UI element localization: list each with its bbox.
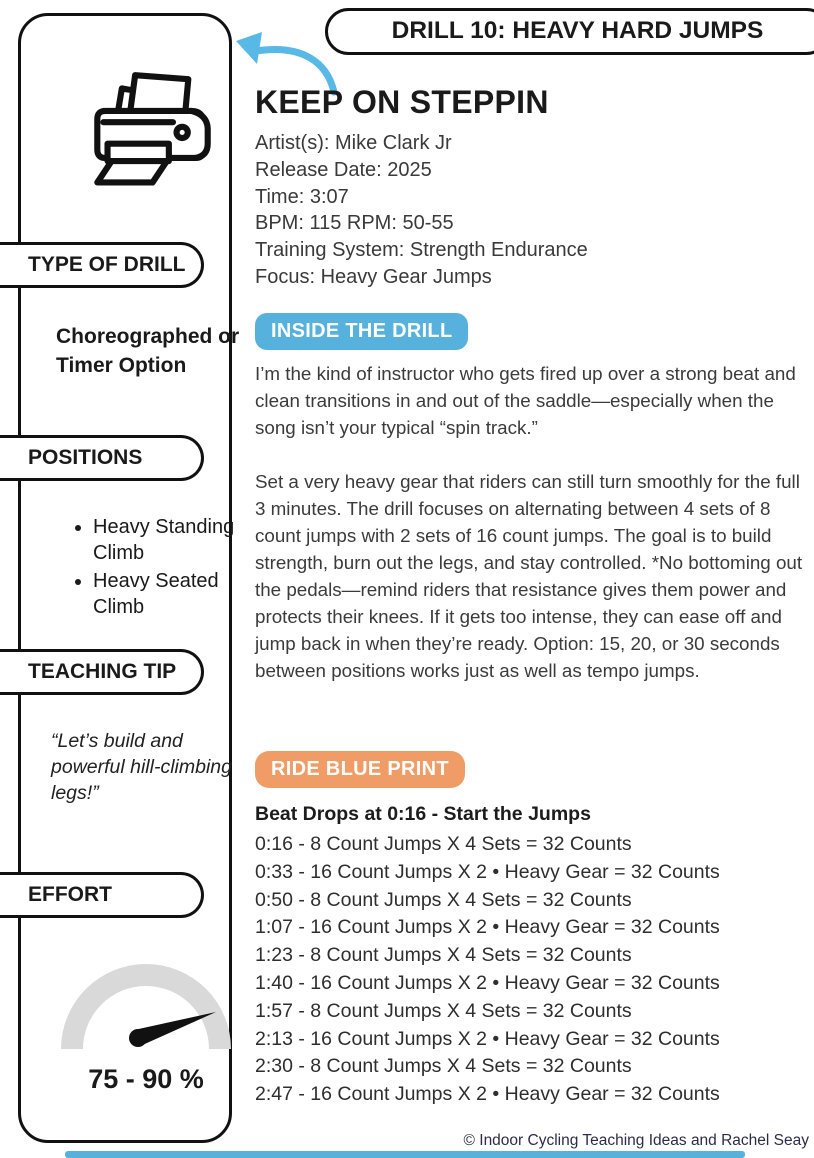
song-system: Training System: Strength Endurance	[255, 239, 588, 262]
song-release: Release Date: 2025	[255, 158, 432, 181]
ride-blueprint-badge: RIDE BLUE PRINT	[255, 751, 465, 788]
copyright-text: © Indoor Cycling Teaching Ideas and Rachel Seay	[463, 1132, 809, 1149]
blueprint-heading: Beat Drops at 0:16 - Start the Jumps	[255, 803, 591, 825]
song-focus: Focus: Heavy Gear Jumps	[255, 265, 492, 288]
blueprint-line: 1:40 - 16 Count Jumps X 2 • Heavy Gear = 32 Counts	[255, 971, 720, 994]
drill-title-banner: DRILL 10: HEAVY HARD JUMPS	[325, 8, 814, 55]
blueprint-line: 1:23 - 8 Count Jumps X 4 Sets = 32 Counts	[255, 944, 632, 967]
inside-the-drill-badge: INSIDE THE DRILL	[255, 313, 468, 350]
blueprint-line: 2:47 - 16 Count Jumps X 2 • Heavy Gear = 32 Counts	[255, 1083, 720, 1106]
position-item: • Heavy Seated Climb	[93, 568, 261, 620]
blueprint-line: 0:50 - 8 Count Jumps X 4 Sets = 32 Counts	[255, 888, 632, 911]
blueprint-schedule	[255, 831, 720, 1109]
drill-info-sidebar	[18, 13, 240, 1143]
section-label-teaching-tip: TEACHING TIP	[0, 649, 204, 695]
type-of-drill-text: Choreographed or Timer Option	[56, 325, 240, 377]
positions-list	[69, 514, 261, 622]
position-item: • Heavy Standing Climb	[93, 514, 261, 566]
drill-paragraph: I’m the kind of instructor who gets fired up over a strong beat and clean transitions in and out of the saddle—especially when the song isn’t your typical “spin track.”	[255, 363, 796, 438]
blueprint-line: 0:16 - 8 Count Jumps X 4 Sets = 32 Counts	[255, 833, 632, 855]
song-title: KEEP ON STEPPIN	[255, 84, 549, 120]
section-label-effort: EFFORT	[0, 872, 204, 918]
song-meta-block	[255, 130, 588, 291]
song-artist: Artist(s): Mike Clark Jr	[255, 132, 452, 154]
printer-icon	[83, 68, 221, 206]
blueprint-line: 2:30 - 8 Count Jumps X 4 Sets = 32 Counts	[255, 1055, 632, 1078]
blueprint-line: 2:13 - 16 Count Jumps X 2 • Heavy Gear = 32 Counts	[255, 1027, 720, 1050]
blueprint-line: 1:57 - 8 Count Jumps X 4 Sets = 32 Counts	[255, 999, 632, 1022]
drill-paragraph: Set a very heavy gear that riders can still turn smoothly for the full 3 minutes. The drill focuses on alternating between 4 sets of 8 count jumps with 2 sets of 16 count jumps. The goal is to build strength, burn out the legs, and stay controlled. *No bottoming out the pedals—remind riders that resistance gives them power and protects their knees. If it gets too intense, they can ease off and jump back in when they’re ready. Option: 15, 20, or 30 seconds between positions works just as well as tempo jumps.	[255, 471, 803, 681]
effort-value: 75 - 90 %	[88, 1064, 204, 1094]
blueprint-line: 1:07 - 16 Count Jumps X 2 • Heavy Gear = 32 Counts	[255, 916, 720, 939]
teaching-tip-quote: “Let’s build and powerful hill-climbing legs!”	[51, 730, 232, 804]
blueprint-line: 0:33 - 16 Count Jumps X 2 • Heavy Gear = 32 Counts	[255, 860, 720, 883]
inside-the-drill-text	[255, 360, 814, 684]
song-bpm: BPM: 115 RPM: 50-55	[255, 212, 454, 235]
section-label-type-of-drill: TYPE OF DRILL	[0, 242, 204, 288]
gauge-icon	[58, 956, 234, 1056]
bottom-accent-bar	[65, 1151, 745, 1158]
song-time: Time: 3:07	[255, 185, 349, 208]
section-label-positions: POSITIONS	[0, 435, 204, 481]
